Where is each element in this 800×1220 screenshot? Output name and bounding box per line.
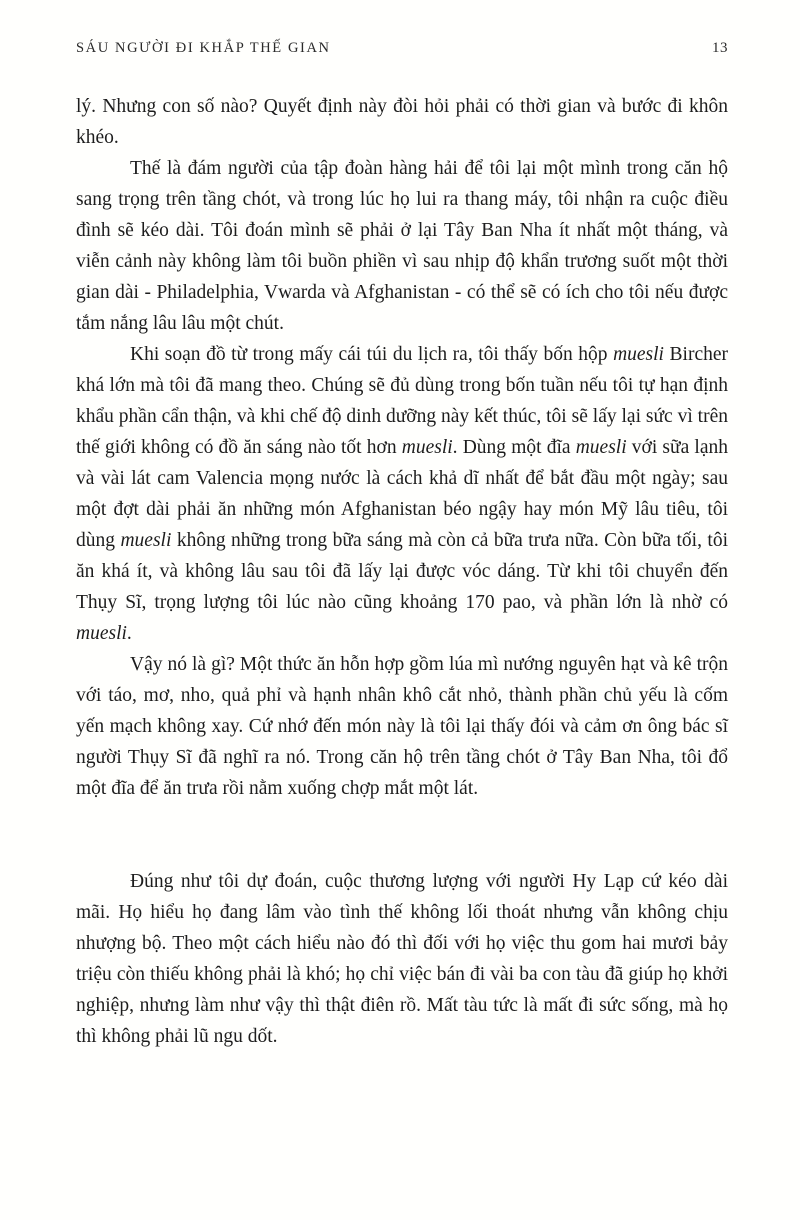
running-title: SÁU NGƯỜI ĐI KHẮP THẾ GIAN bbox=[76, 40, 331, 56]
italic-term: muesli bbox=[120, 530, 172, 551]
text-segment: Bircher khá lớn mà tôi đã mang theo. Chúng sẽ đủ dùng trong bốn tuần nếu tôi tự hạn định khẩu phần cẩn thận, và khi chế độ dinh dưỡng này kết thúc, tôi sẽ lấy lại sức vì trên thế giới không có đồ ăn sáng nào tốt hơn bbox=[76, 344, 728, 458]
page-body bbox=[76, 91, 728, 1052]
paragraph bbox=[76, 339, 728, 649]
paragraph bbox=[76, 649, 728, 804]
text-segment: Vậy nó là gì? Một thức ăn hỗn hợp gồm lúa mì nướng nguyên hạt và kê trộn với táo, mơ, nho, quả phỉ và hạnh nhân khô cắt nhỏ, thành phần chủ yếu là cốm yến mạch không xay. Cứ nhớ đến món này là tôi lại thấy đói và cảm ơn ông bác sĩ người Thụy Sĩ đã nghĩ ra nó. Trong căn hộ trên tầng chót ở Tây Ban Nha, tôi đổ một đĩa để ăn trưa rồi nằm xuống chợp mắt một lát. bbox=[76, 654, 728, 799]
text-segment: Đúng như tôi dự đoán, cuộc thương lượng với người Hy Lạp cứ kéo dài mãi. Họ hiểu họ đang lâm vào tình thế không lối thoát nhưng vẫn không chịu nhượng bộ. Theo một cách hiểu nào đó thì đối với họ việc thu gom hai mươi bảy triệu còn thiếu không phải là khó; họ chỉ việc bán đi vài ba con tàu đã giúp họ khởi nghiệp, nhưng làm như vậy thì thật điên rồ. Mất tàu tức là mất đi sức sống, mà họ thì không phải lũ ngu dốt. bbox=[76, 871, 728, 1047]
text-segment: không những trong bữa sáng mà còn cả bữa trưa nữa. Còn bữa tối, tôi ăn khá ít, và không lâu sau tôi đã lấy lại được vóc dáng. Từ khi tôi chuyển đến Thụy Sĩ, trọng lượng tôi lúc nào cũng khoảng 170 pao, và phần lớn là nhờ có bbox=[76, 530, 728, 613]
page-number: 13 bbox=[712, 40, 728, 56]
italic-term: muesli bbox=[613, 344, 664, 365]
text-segment: Khi soạn đồ từ trong mấy cái túi du lịch ra, tôi thấy bốn hộp bbox=[130, 344, 614, 365]
italic-term: muesli bbox=[76, 623, 127, 644]
text-segment: . Dùng một đĩa bbox=[452, 437, 576, 458]
text-segment: với sữa lạnh và vài lát cam Valencia mọng nước là cách khả dĩ nhất để bắt đầu một ngày; sau một đợt dài phải ăn những món Afghanistan béo ngậy hay món Mỹ lâu tiêu, tôi dùng bbox=[76, 437, 728, 551]
italic-term: muesli bbox=[401, 437, 453, 458]
paragraph bbox=[76, 91, 728, 153]
text-segment: . bbox=[126, 623, 132, 644]
page-header bbox=[76, 40, 728, 57]
italic-term: muesli bbox=[575, 437, 627, 458]
text-segment: lý. Nhưng con số nào? Quyết định này đòi hỏi phải có thời gian và bước đi khôn khéo. bbox=[76, 96, 728, 148]
text-segment: Thế là đám người của tập đoàn hàng hải để tôi lại một mình trong căn hộ sang trọng trên tầng chót, và trong lúc họ lui ra thang máy, tôi nhận ra cuộc điều đình sẽ kéo dài. Tôi đoán mình sẽ phải ở lại Tây Ban Nha ít nhất một tháng, và viễn cảnh này không làm tôi buồn phiền vì sau nhịp độ khẩn trương suốt một thời gian dài - Philadelphia, Vwarda và Afghanistan - có thể sẽ có ích cho tôi nếu được tắm nắng lâu lâu một chút. bbox=[76, 158, 728, 334]
paragraph bbox=[76, 153, 728, 339]
paragraph bbox=[76, 866, 728, 1052]
